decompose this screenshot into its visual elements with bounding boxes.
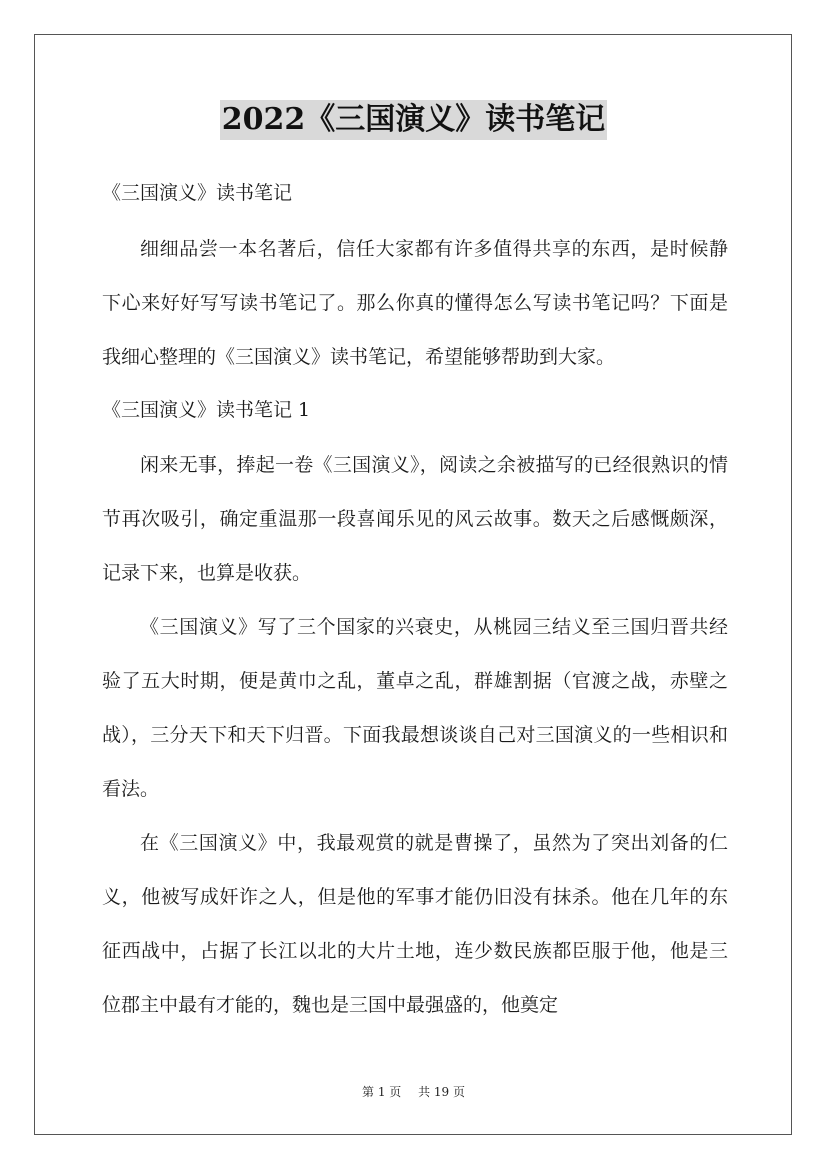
body-paragraph-3: 在《三国演义》中，我最观赏的就是曹操了，虽然为了突出刘备的仁义，他被写成奸诈之人，但是他的军事才能仍旧没有抹杀。他在几年的东征西战中，占据了长江以北的大片土地，连少数民族都臣服于他，他是三位郡主中最有才能的，魏也是三国中最强盛的，他奠定 bbox=[102, 832, 728, 1016]
page-footer bbox=[0, 1083, 827, 1100]
page-number: 第 1 页 bbox=[362, 1085, 402, 1099]
section-heading-1: 《三国演义》读书笔记 1 bbox=[102, 399, 311, 421]
page-total: 共 19 页 bbox=[418, 1085, 465, 1099]
body-paragraph-2: 《三国演义》写了三个国家的兴衰史，从桃园三结义至三国归晋共经验了五大时期，便是黄巾之乱，董卓之乱，群雄割据（官渡之战，赤壁之战），三分天下和天下归晋。下面我最想谈谈自己对三国演义的一些相识和看法。 bbox=[102, 616, 728, 800]
section-heading: 《三国演义》读书笔记 bbox=[102, 182, 293, 204]
title-container bbox=[0, 100, 827, 140]
document-title: 2022《三国演义》读书笔记 bbox=[220, 100, 608, 140]
body-paragraph-1: 闲来无事，捧起一卷《三国演义》，阅读之余被描写的已经很熟识的情节再次吸引，确定重温那一段喜闻乐见的风云故事。数天之后感慨颇深，记录下来，也算是收获。 bbox=[102, 454, 728, 584]
intro-paragraph: 细细品尝一本名著后，信任大家都有许多值得共享的东西，是时候静下心来好好写写读书笔记了。那么你真的懂得怎么写读书笔记吗？下面是我细心整理的《三国演义》读书笔记，希望能够帮助到大家。 bbox=[102, 238, 728, 368]
